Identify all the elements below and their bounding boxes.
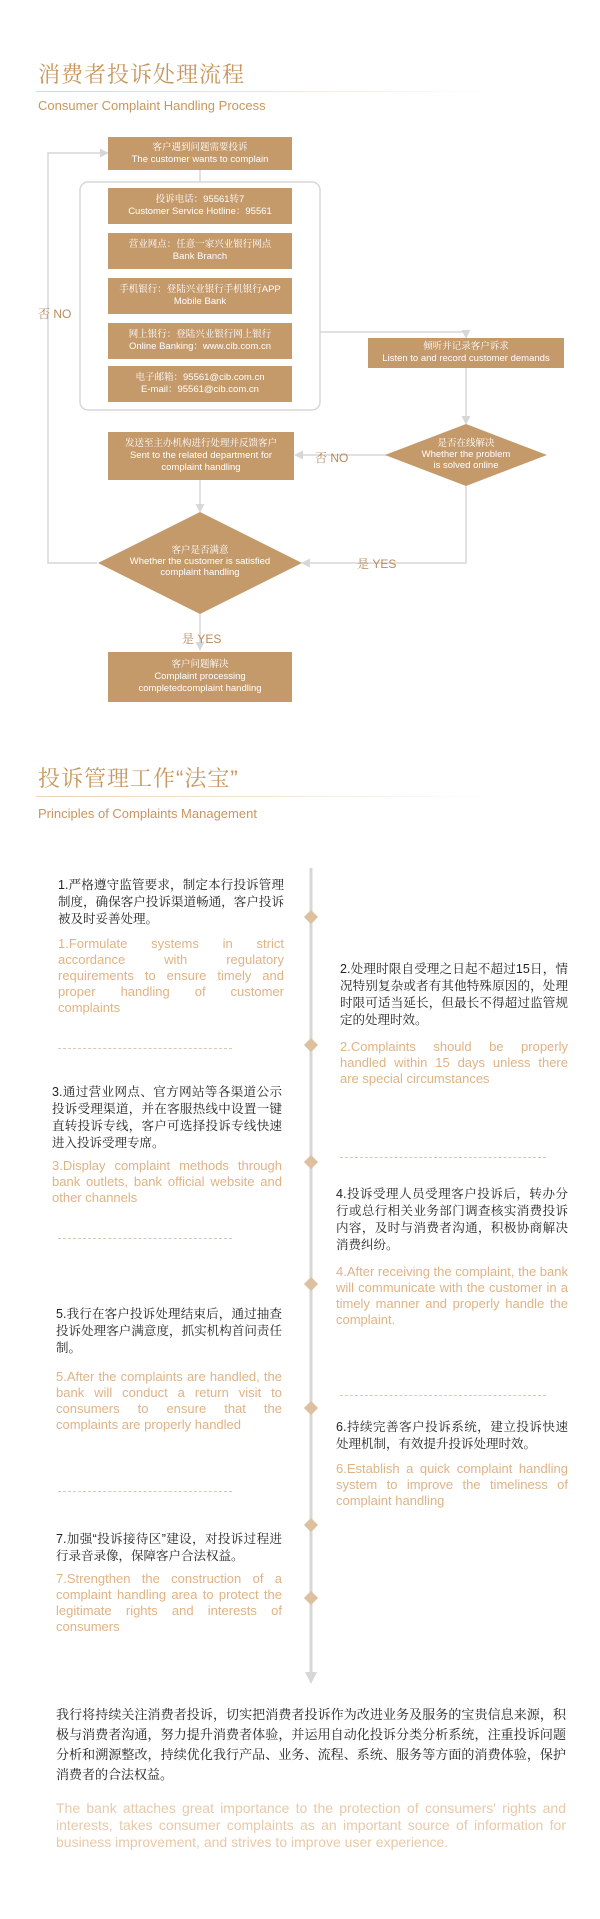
principle-6 <box>336 1419 568 1509</box>
channel-email-en: E-mail：95561@cib.com.cn <box>141 384 259 395</box>
channel-online-banking-cn: 网上银行：登陆兴业银行网上银行 <box>128 329 272 340</box>
channel-mobile-cn: 手机银行：登陆兴业银行手机银行APP <box>119 284 281 295</box>
flow-final-en1: Complaint processing <box>154 671 246 682</box>
principle-5-en: 5.After the complaints are handled, the bank will conduct a return visit to consumers to ensure that the complaints are properly handled <box>56 1369 282 1432</box>
flow-online-cn: 是否在线解决 <box>437 438 495 449</box>
closing-cn: 我行将持续关注消费者投诉，切实把消费者投诉作为改进业务及服务的宝贵信息来源，积极与消费者沟通，努力提升消费者体验，并运用自动化投诉分类分析系统，注重投诉问题分析和溯源整改，持续优化我行产品、业务、流程、系统、服务等方面的消费体验，保护消费者的合法权益。 <box>56 1707 566 1782</box>
label-no-left: 否 NO <box>38 307 72 321</box>
label-no-online: 否 NO <box>315 451 349 465</box>
principle-6-en: 6.Establish a quick complaint handling system to improve the timeliness of complaint handling <box>336 1461 568 1508</box>
flow-satisfied-en1: Whether the customer is satisfied <box>129 556 271 567</box>
principle-1-en: 1.Formulate systems in strict accordance with regulatory requirements to ensure timely and proper handling of customer complaints <box>58 936 284 1015</box>
principle-1-cn: 1.严格遵守监管要求，制定本行投诉管理制度，确保客户投诉渠道畅通，客户投诉被及时妥善处理。 <box>58 878 284 926</box>
channel-email-cn: 电子邮箱：95561@cib.com.cn <box>135 372 265 383</box>
label-yes-satisfied: 是 YES <box>182 632 222 646</box>
section1-title: 消费者投诉处理流程 <box>38 62 246 87</box>
flow-sent-en1: Sent to the related department for <box>129 450 273 461</box>
flow-online-en1: Whether the problem <box>421 449 511 460</box>
divider-left-2 <box>58 1238 232 1239</box>
flow-start-cn: 客户遇到问题需要投诉 <box>152 141 248 153</box>
principle-7-en: 7.Strengthen the construction of a complaint handling area to protect the legitimate rights and interests of consumers <box>56 1571 282 1634</box>
channel-branch-cn: 营业网点：任意一家兴业银行网点 <box>128 239 272 250</box>
section2-title: 投诉管理工作“法宝” <box>38 766 239 791</box>
section2-subtitle: Principles of Complaints Management <box>38 806 257 821</box>
flow-satisfied-cn: 客户是否满意 <box>171 545 229 556</box>
divider-right-1 <box>340 1157 546 1158</box>
flow-satisfied-en2: complaint handling <box>160 567 240 578</box>
channel-branch-en: Bank Branch <box>172 251 228 262</box>
divider-right-2 <box>340 1395 546 1396</box>
principle-4-cn: 4.投诉受理人员受理客户投诉后，转办分行或总行相关业务部门调查核实消费投诉内容，及时与消费者沟通，积极协商解决消费纠纷。 <box>336 1187 568 1252</box>
principle-3-cn: 3.通过营业网点、官方网站等各渠道公示投诉受理渠道，并在客服热线中设置一键直转投诉专线，客户可选择投诉专线快速进入投诉受理专席。 <box>52 1085 282 1150</box>
principle-4 <box>336 1186 568 1328</box>
principle-3 <box>52 1084 282 1206</box>
principle-7-cn: 7.加强“投诉接待区”建设，对投诉过程进行录音录像，保障客户合法权益。 <box>56 1532 282 1563</box>
flow-listen-en: Listen to and record customer demands <box>382 353 550 364</box>
flow-final-en2: completedcomplaint handling <box>138 683 262 694</box>
label-yes-online: 是 YES <box>357 557 397 571</box>
principle-3-en: 3.Display complaint methods through bank outlets, bank official website and other channels <box>52 1158 282 1205</box>
principle-7 <box>56 1531 282 1635</box>
principle-1 <box>58 877 284 1016</box>
flow-sent-cn: 发送至主办机构进行处理并反馈客户 <box>124 438 277 449</box>
flow-online-en2: is solved online <box>433 460 499 471</box>
flow-listen-cn: 倾听并记录客户诉求 <box>423 341 509 352</box>
channel-mobile-en: Mobile Bank <box>173 296 227 307</box>
channel-hotline-cn: 投诉电话：95561转7 <box>155 194 245 205</box>
divider-left-3 <box>58 1491 232 1492</box>
principle-2-en: 2.Complaints should be properly handled within 15 days unless there are special circumstances <box>340 1039 568 1086</box>
closing-en: The bank attaches great importance to the protection of consumers' rights and interests, takes consumer complaints as an important source of information for business improvement, and strives to improve user experience. <box>56 1800 566 1850</box>
section1-subtitle: Consumer Complaint Handling Process <box>38 98 266 113</box>
principle-6-cn: 6.持续完善客户投诉系统，建立投诉快速处理机制，有效提升投诉处理时效。 <box>336 1420 568 1451</box>
channel-hotline-en: Customer Service Hotline：95561 <box>128 206 272 217</box>
flow-sent-en2: complaint handling <box>161 462 241 473</box>
flow-start-en: The customer wants to complain <box>131 153 269 165</box>
flow-final-cn: 客户问题解决 <box>171 659 229 670</box>
principle-2 <box>340 961 568 1087</box>
principle-5-cn: 5.我行在客户投诉处理结束后，通过抽查投诉处理客户满意度，抓实机构首问责任制。 <box>56 1307 282 1355</box>
principle-2-cn: 2.处理时限自受理之日起不超过15日，情况特别复杂或者有其他特殊原因的，处理时限可适当延长，但最长不得超过监管规定的处理时效。 <box>340 962 568 1027</box>
principle-4-en: 4.After receiving the complaint, the bank will communicate with the customer in a timely manner and properly handle the complaint. <box>336 1264 568 1327</box>
principle-5 <box>56 1306 282 1433</box>
channel-online-banking-en: Online Banking：www.cib.com.cn <box>128 341 272 352</box>
divider-left-1 <box>58 1048 232 1049</box>
